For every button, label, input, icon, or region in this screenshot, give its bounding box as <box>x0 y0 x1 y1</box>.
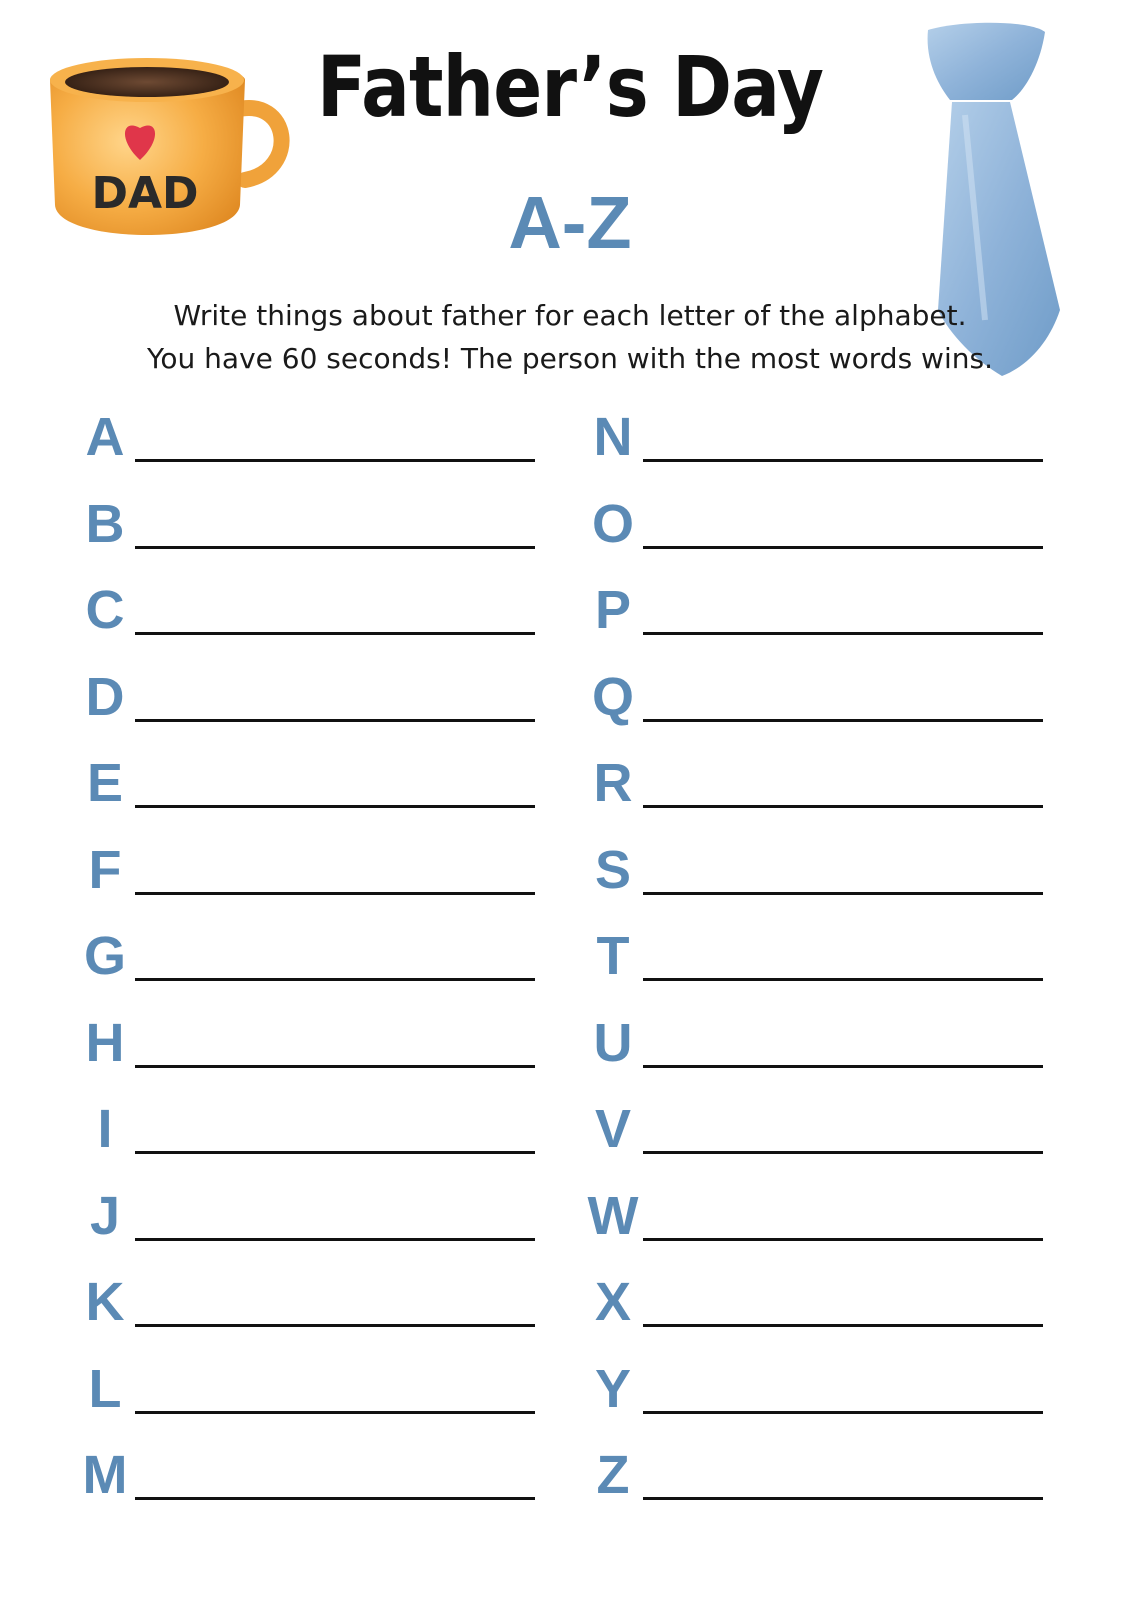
letter-label: B <box>85 493 125 554</box>
answer-row-p <box>583 573 1053 643</box>
letter-label: J <box>89 1185 121 1246</box>
page-subtitle: A-Z <box>508 181 632 264</box>
answer-row-o <box>583 487 1053 557</box>
answer-line[interactable] <box>643 805 1043 808</box>
letter-label: N <box>593 407 633 467</box>
answer-row-m <box>75 1438 545 1508</box>
answer-line[interactable] <box>135 1411 535 1414</box>
answer-row-z <box>583 1438 1053 1508</box>
letter-label: U <box>593 1012 633 1073</box>
answer-line[interactable] <box>643 892 1043 895</box>
letter-label: D <box>85 666 125 727</box>
answer-line[interactable] <box>135 892 535 895</box>
letter-label: A <box>85 407 125 467</box>
page-title: Father’s Day <box>316 38 824 136</box>
answer-row-e <box>75 746 545 816</box>
answer-row-r <box>583 746 1053 816</box>
letter-label: M <box>82 1445 128 1505</box>
letter-label: E <box>86 753 124 813</box>
answer-line[interactable] <box>643 1497 1043 1500</box>
answer-row-c <box>75 573 545 643</box>
letter-label: Y <box>594 1358 632 1419</box>
instructions <box>90 294 1050 380</box>
answer-line[interactable] <box>135 1238 535 1241</box>
answer-line[interactable] <box>135 805 535 808</box>
answer-line[interactable] <box>643 978 1043 981</box>
answer-row-q <box>583 660 1053 730</box>
answer-line[interactable] <box>643 1238 1043 1241</box>
answer-line[interactable] <box>643 1411 1043 1414</box>
answer-row-l <box>75 1352 545 1422</box>
answer-row-v <box>583 1092 1053 1162</box>
letter-label: K <box>85 1272 125 1332</box>
answer-line[interactable] <box>135 1324 535 1327</box>
answer-row-j <box>75 1179 545 1249</box>
answer-line[interactable] <box>643 1065 1043 1068</box>
answer-row-k <box>75 1265 545 1335</box>
answer-row-b <box>75 487 545 557</box>
letter-label: C <box>85 580 125 640</box>
letter-label: Q <box>591 666 634 727</box>
letter-label: T <box>596 926 630 986</box>
letter-label: G <box>83 926 126 986</box>
letter-label: H <box>85 1012 125 1073</box>
letter-label: O <box>591 493 634 554</box>
answer-line[interactable] <box>135 1151 535 1154</box>
mug-text: DAD <box>91 168 199 219</box>
letter-label: F <box>88 839 122 900</box>
letter-label: W <box>587 1185 639 1246</box>
letter-label: L <box>88 1358 122 1419</box>
answer-row-g <box>75 919 545 989</box>
answer-row-w <box>583 1179 1053 1249</box>
answer-row-x <box>583 1265 1053 1335</box>
coffee-mug-icon <box>40 40 310 260</box>
answer-line[interactable] <box>135 459 535 462</box>
answer-row-h <box>75 1006 545 1076</box>
letter-label: R <box>593 753 633 813</box>
answer-row-y <box>583 1352 1053 1422</box>
answer-line[interactable] <box>643 459 1043 462</box>
answer-line[interactable] <box>643 632 1043 635</box>
answer-row-f <box>75 833 545 903</box>
letter-label: P <box>594 580 632 640</box>
answer-line[interactable] <box>135 719 535 722</box>
letter-label: S <box>594 839 632 900</box>
answer-line[interactable] <box>643 719 1043 722</box>
answer-line[interactable] <box>135 546 535 549</box>
answer-line[interactable] <box>643 546 1043 549</box>
answer-line[interactable] <box>643 1324 1043 1327</box>
letter-label: V <box>594 1099 632 1159</box>
answer-row-s <box>583 833 1053 903</box>
letter-label: X <box>594 1272 632 1332</box>
instructions-line-1: Write things about father for each letter of the alphabet. <box>173 299 967 332</box>
instructions-line-2: You have 60 seconds! The person with the most words wins. <box>147 342 993 375</box>
answer-row-a <box>75 400 545 470</box>
answer-line[interactable] <box>643 1151 1043 1154</box>
answer-line[interactable] <box>135 978 535 981</box>
answer-row-u <box>583 1006 1053 1076</box>
answer-row-n <box>583 400 1053 470</box>
answer-line[interactable] <box>135 1497 535 1500</box>
answer-row-d <box>75 660 545 730</box>
answer-line[interactable] <box>135 632 535 635</box>
letter-label: Z <box>596 1445 630 1505</box>
answer-line[interactable] <box>135 1065 535 1068</box>
answer-row-i <box>75 1092 545 1162</box>
answer-row-t <box>583 919 1053 989</box>
letter-label: I <box>97 1099 113 1159</box>
